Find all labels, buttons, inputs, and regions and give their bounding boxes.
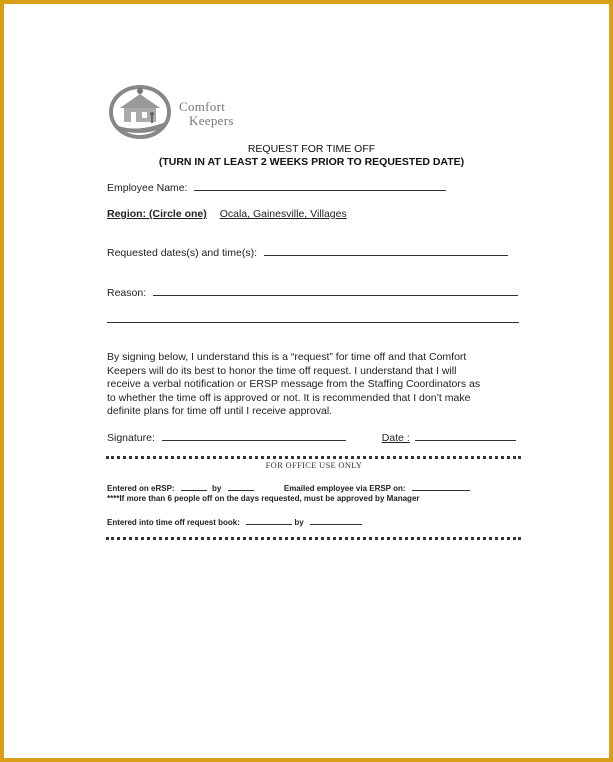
region-row	[107, 208, 347, 220]
manager-approval-note: ****If more than 6 people off on the days requested, must be approved by Manager	[107, 494, 420, 503]
emailed-employee-label: Emailed employee via ERSP on:	[283, 484, 406, 493]
requested-dates-row	[107, 246, 508, 259]
paragraph-line: definite plans for time off until I receive approval.	[107, 405, 333, 417]
logo-line-2: Keepers	[189, 113, 234, 128]
region-label: Region: (Circle one)	[107, 208, 207, 220]
signature-row	[107, 431, 516, 444]
emailed-employee-field[interactable]	[412, 483, 470, 491]
dotted-divider-bottom	[106, 537, 521, 540]
paragraph-line: to whether the time off is approved or not. It is recommended that I don’t make	[107, 391, 471, 404]
requested-dates-label: Requested dates(s) and time(s):	[107, 247, 257, 259]
form-title: REQUEST FOR TIME OFF	[247, 143, 376, 155]
employee-name-row	[107, 181, 446, 194]
reason-field-line-2[interactable]	[107, 322, 519, 323]
region-options[interactable]: Ocala, Gainesville, Villages	[219, 208, 347, 220]
form-page	[4, 4, 609, 758]
entered-ersp-row	[107, 483, 470, 493]
office-use-heading: FOR OFFICE USE ONLY	[265, 460, 363, 470]
signature-label: Signature:	[107, 432, 155, 444]
entered-book-label: Entered into time off request book:	[107, 518, 240, 527]
entered-ersp-label: Entered on eRSP:	[107, 484, 175, 493]
company-logo	[104, 84, 249, 140]
reason-field[interactable]	[153, 286, 518, 296]
date-field[interactable]	[415, 431, 516, 441]
entered-book-by-label: by	[294, 518, 304, 527]
entered-ersp-by-label: by	[212, 484, 222, 493]
date-label: Date :	[381, 432, 410, 444]
logo-line-1: Comfort	[179, 99, 226, 114]
entered-book-by-field[interactable]	[310, 517, 362, 525]
paragraph-line: By signing below, I understand this is a “request” for time off and that Comfort	[107, 351, 467, 363]
form-subtitle: (TURN IN AT LEAST 2 WEEKS PRIOR TO REQUESTED DATE)	[158, 156, 465, 168]
entered-book-row	[107, 517, 362, 527]
comfort-keepers-house-hand-icon	[104, 84, 176, 140]
entered-ersp-by-field[interactable]	[228, 483, 254, 491]
signature-field[interactable]	[162, 431, 346, 441]
entered-ersp-field[interactable]	[181, 483, 207, 491]
dotted-divider-top	[106, 456, 521, 459]
requested-dates-field[interactable]	[264, 246, 508, 256]
paragraph-line: receive a verbal notification or ERSP message from the Staffing Coordinators as	[107, 378, 481, 390]
acknowledgement-paragraph	[107, 351, 527, 419]
entered-book-field[interactable]	[246, 517, 292, 525]
employee-name-label: Employee Name:	[107, 182, 188, 194]
logo-wordmark	[179, 100, 234, 128]
reason-row	[107, 286, 518, 299]
employee-name-field[interactable]	[194, 181, 446, 191]
reason-label: Reason:	[107, 287, 147, 299]
paragraph-line: Keepers will do its best to honor the time off request. I understand that I will	[107, 364, 457, 377]
